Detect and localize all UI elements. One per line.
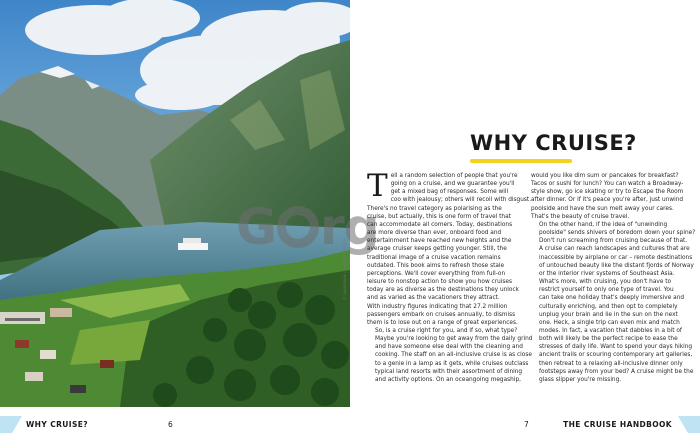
text-line: traditional image of a cruise vacation remains — [367, 254, 501, 261]
text-line: style show, go ice skating or try to Escape the Room — [531, 189, 684, 196]
text-line: modes. In fact, a vacation that dabbles in a bit of — [539, 327, 682, 334]
text-line: restrict yourself to only one type of travel. You — [539, 287, 674, 294]
text-line: On the other hand, if the idea of "unwinding — [539, 221, 668, 228]
text-line: A cruise can reach landscapes and cultures that are — [539, 246, 690, 253]
text-line: unplug your brain and lie in the sun on the next — [539, 311, 678, 318]
text-line: leisure to nonstop action to show you how cruises — [367, 279, 512, 286]
page-number-left: 6 — [168, 420, 173, 429]
article-paragraph — [367, 168, 532, 327]
text-line: and have someone else deal with the cleaning and — [375, 344, 523, 351]
text-line: culturally enriching, and then opt to completely — [539, 303, 678, 310]
article-heading: WHY CRUISE? — [470, 131, 637, 155]
running-head-left: WHY CRUISE? — [26, 420, 89, 429]
running-head-right: THE CRUISE HANDBOOK — [563, 420, 672, 429]
text-line: glass slipper you're missing. — [539, 376, 622, 383]
photo-credit: © JAVARMAN / SHUTTERSTOCK — [343, 238, 347, 300]
text-line: average cruiser keeps getting younger. Still, the — [367, 246, 507, 253]
text-line: poolside" sends shivers of boredom down your spine? — [539, 230, 696, 237]
article-paragraph — [367, 327, 533, 384]
watermark-text-a: G — [236, 198, 277, 256]
text-line: them is to lose out on a range of great experiences. — [367, 319, 518, 326]
text-line: or the interior river systems of Southeast Asia. — [539, 270, 675, 277]
article-paragraph — [531, 172, 694, 221]
text-line: typical land resorts with their assortment of dining — [375, 368, 523, 375]
text-line: of untouched beauty like the distant fjords of Norway — [539, 262, 694, 269]
page-number-right: 7 — [524, 420, 529, 429]
text-line: So, is a cruise right for you, and if so, what type? — [375, 327, 518, 334]
text-line: With industry figures indicating that 27.2 million — [367, 303, 508, 310]
text-line: cruise, but actually, this is one form of travel that — [367, 213, 511, 220]
article-column-right — [531, 172, 694, 384]
heading-underline — [470, 159, 572, 163]
drop-cap: T — [367, 168, 388, 204]
text-line: can take one holiday that's deeply immersive and — [539, 295, 685, 302]
text-line: today are as diverse as the destinations they unlock — [367, 287, 520, 294]
text-line: can accommodate all comers. Today, destinations — [367, 221, 513, 228]
text-line: going on a cruise, and we guarantee you'll — [390, 181, 515, 188]
text-line: Tacos or sushi for lunch? You can watch a Broadway- — [531, 181, 684, 188]
text-line: get a mixed bag of responses. Some will — [390, 189, 509, 196]
text-line: cooking. The staff on an all-inclusive cruise is as close — [375, 352, 532, 359]
text-line: What's more, with cruising, you don't have to — [539, 279, 672, 286]
article-paragraph — [531, 278, 694, 384]
text-line: and activity options. On an oceangoing megaship, — [375, 376, 521, 383]
text-line: Maybe you're looking to get away from the daily grind — [375, 336, 533, 343]
text-line: That's the beauty of cruise travel. — [531, 213, 630, 220]
text-line: Don't run screaming from cruising because of that. — [539, 238, 688, 245]
text-line: inaccessible by airplane or car – remote destinations — [539, 254, 693, 261]
page-footer — [0, 407, 700, 445]
text-line: footsteps away from your bed? A cruise might be the — [539, 368, 694, 375]
watermark-text-b: rg — [320, 198, 379, 256]
text-line: coo with jealousy; others will recoil with disgust. — [390, 197, 532, 204]
text-line: outdated. This book aims to refresh those stale — [367, 262, 505, 269]
text-line: stresses of daily life. Want to spend your days hiking — [539, 344, 693, 351]
text-line: poolside and have the sun melt away your cares. — [531, 205, 674, 212]
text-line: perceptions. We'll cover everything from full-on — [367, 270, 506, 277]
watermark-ring-icon — [277, 206, 319, 248]
text-line: entertainment have reached new heights and the — [367, 238, 512, 245]
text-line: one. Heck, a single trip can even mix and match — [539, 319, 680, 326]
text-line: would you like dim sum or pancakes for breakfast? — [531, 173, 679, 179]
text-line: There's no travel category as polarising as the — [367, 205, 502, 212]
text-line: ell a random selection of people that you're — [390, 173, 518, 179]
footer-band-left — [0, 416, 22, 433]
text-line: to a genie in a lamp as it gets, while cruises outclass — [375, 360, 529, 367]
text-line: passengers embark on cruises annually, to dismiss — [367, 311, 516, 318]
text-line: after dinner. Or if it's peace you're after, just unwind — [531, 197, 684, 204]
article-column-left — [367, 168, 533, 384]
text-line: and as varied as the vacationers they attract. — [367, 295, 500, 302]
text-line: then retreat to a relaxing all-inclusive dinner only — [539, 360, 683, 367]
text-line: ancient trails or scouring contemporary art galleries, — [539, 352, 693, 359]
text-line: both will likely be the perfect recipe to ease the — [539, 336, 678, 343]
article-paragraph — [531, 221, 694, 278]
footer-band-right — [678, 416, 700, 433]
text-line: are more diverse than ever, onboard food and — [367, 230, 502, 237]
